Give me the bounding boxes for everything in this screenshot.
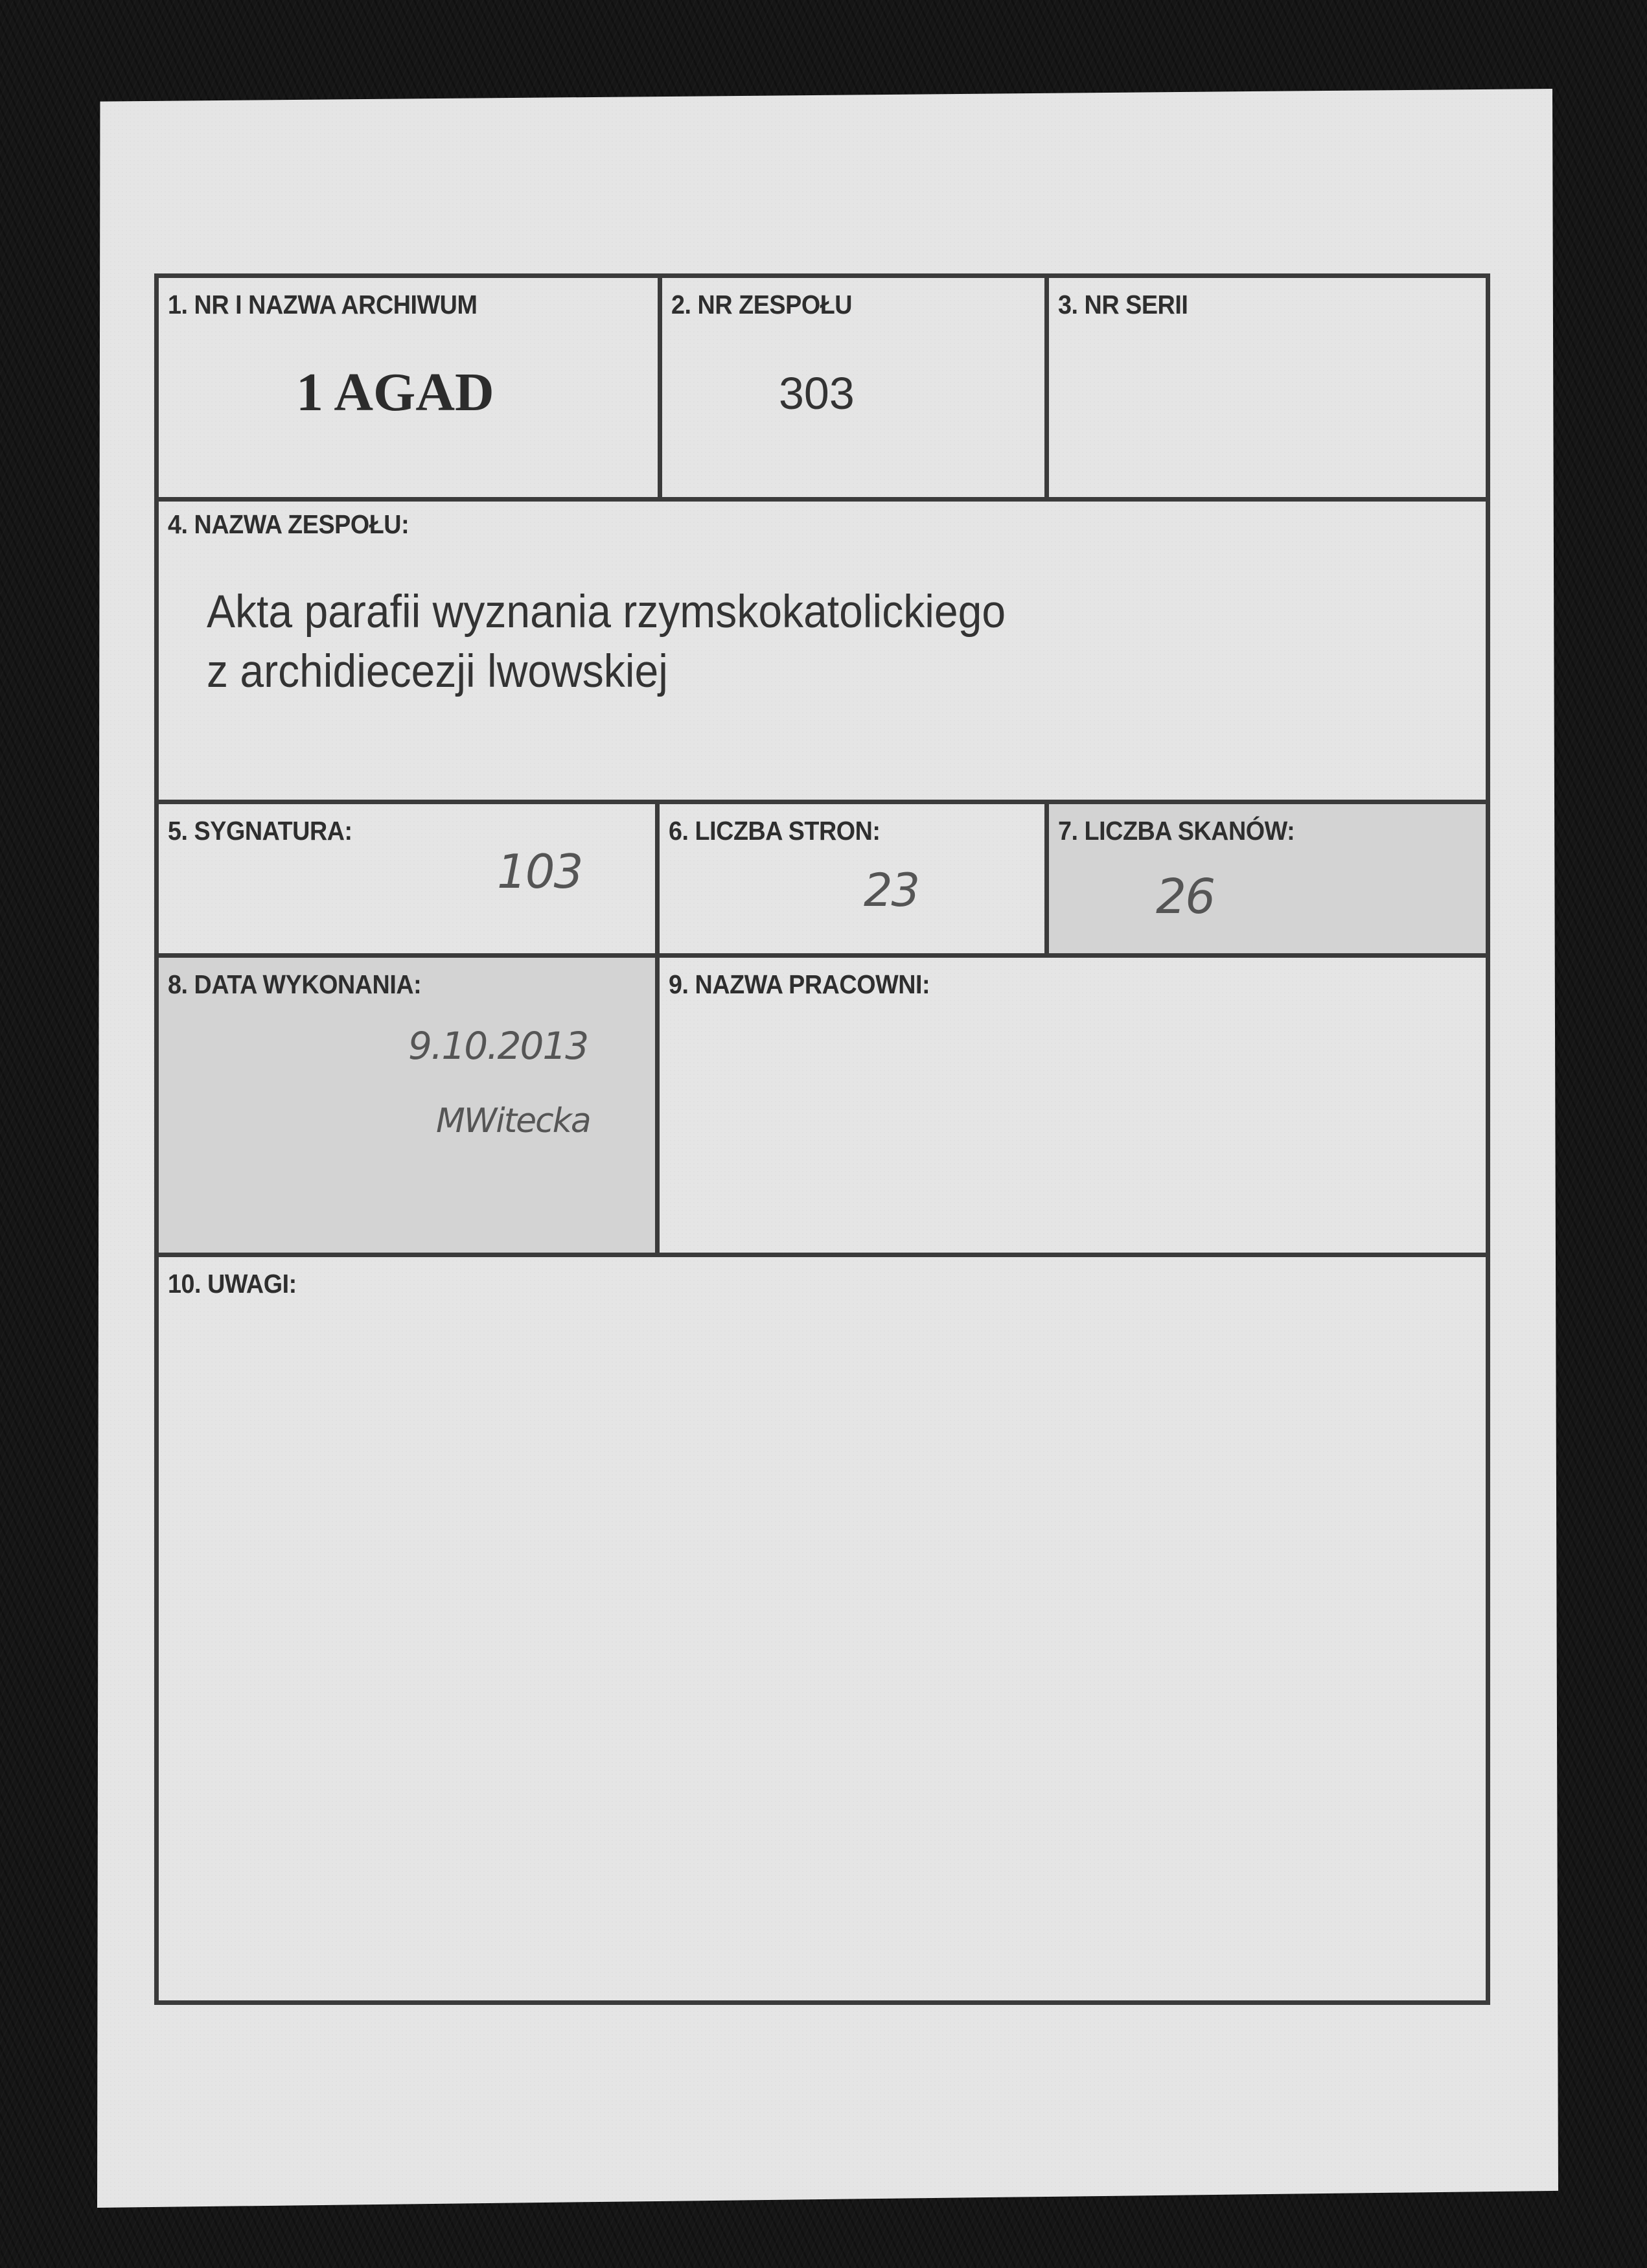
- page-count-value: 23: [864, 864, 919, 917]
- scan-count-cell: [1049, 804, 1486, 953]
- scan-count-label: 7. LICZBA SKANÓW:: [1058, 816, 1295, 846]
- remarks-cell: [159, 1257, 1486, 2000]
- fond-name-label: 4. NAZWA ZESPOŁU:: [168, 509, 409, 539]
- divider: [159, 497, 1486, 502]
- page-count-label: 6. LICZBA STRON:: [669, 816, 881, 846]
- form-table: [154, 273, 1490, 2005]
- fond-number-cell: [662, 278, 1044, 497]
- archive-cell: [159, 278, 658, 497]
- remarks-label: 10. UWAGI:: [168, 1269, 297, 1299]
- divider: [159, 1253, 1486, 1257]
- signature-cell: [159, 804, 655, 953]
- workshop-name-cell: [660, 958, 1486, 1253]
- page-count-cell: [660, 804, 1044, 953]
- fond-name-cell: [159, 502, 1486, 800]
- execution-date-value: 9.10.2013: [408, 1024, 588, 1068]
- operator-signature: MWitecka: [436, 1102, 590, 1140]
- signature-label: 5. SYGNATURA:: [168, 816, 352, 846]
- signature-value: 103: [497, 844, 582, 899]
- archive-value: 1 AGAD: [296, 362, 494, 422]
- fond-name-line-1: Akta parafii wyznania rzymskokatolickiego: [207, 586, 1006, 638]
- divider: [658, 278, 662, 497]
- workshop-name-label: 9. NAZWA PRACOWNI:: [669, 969, 930, 999]
- execution-date-label: 8. DATA WYKONANIA:: [168, 969, 422, 999]
- divider: [655, 958, 660, 1253]
- execution-date-cell: [159, 958, 655, 1253]
- fond-number-value: 303: [779, 368, 855, 419]
- fond-number-label: 2. NR ZESPOŁU: [671, 290, 853, 319]
- divider: [1044, 278, 1049, 497]
- divider: [159, 953, 1486, 958]
- fond-name-line-2: z archidiecezji lwowskiej: [207, 646, 668, 697]
- divider: [655, 804, 660, 953]
- fond-name-value: [207, 583, 1006, 702]
- divider: [1044, 804, 1049, 953]
- scan-count-value: 26: [1156, 869, 1215, 925]
- archive-label: 1. NR I NAZWA ARCHIWUM: [168, 290, 478, 319]
- series-number-cell: [1049, 278, 1486, 497]
- series-number-label: 3. NR SERII: [1058, 290, 1188, 319]
- divider: [159, 800, 1486, 804]
